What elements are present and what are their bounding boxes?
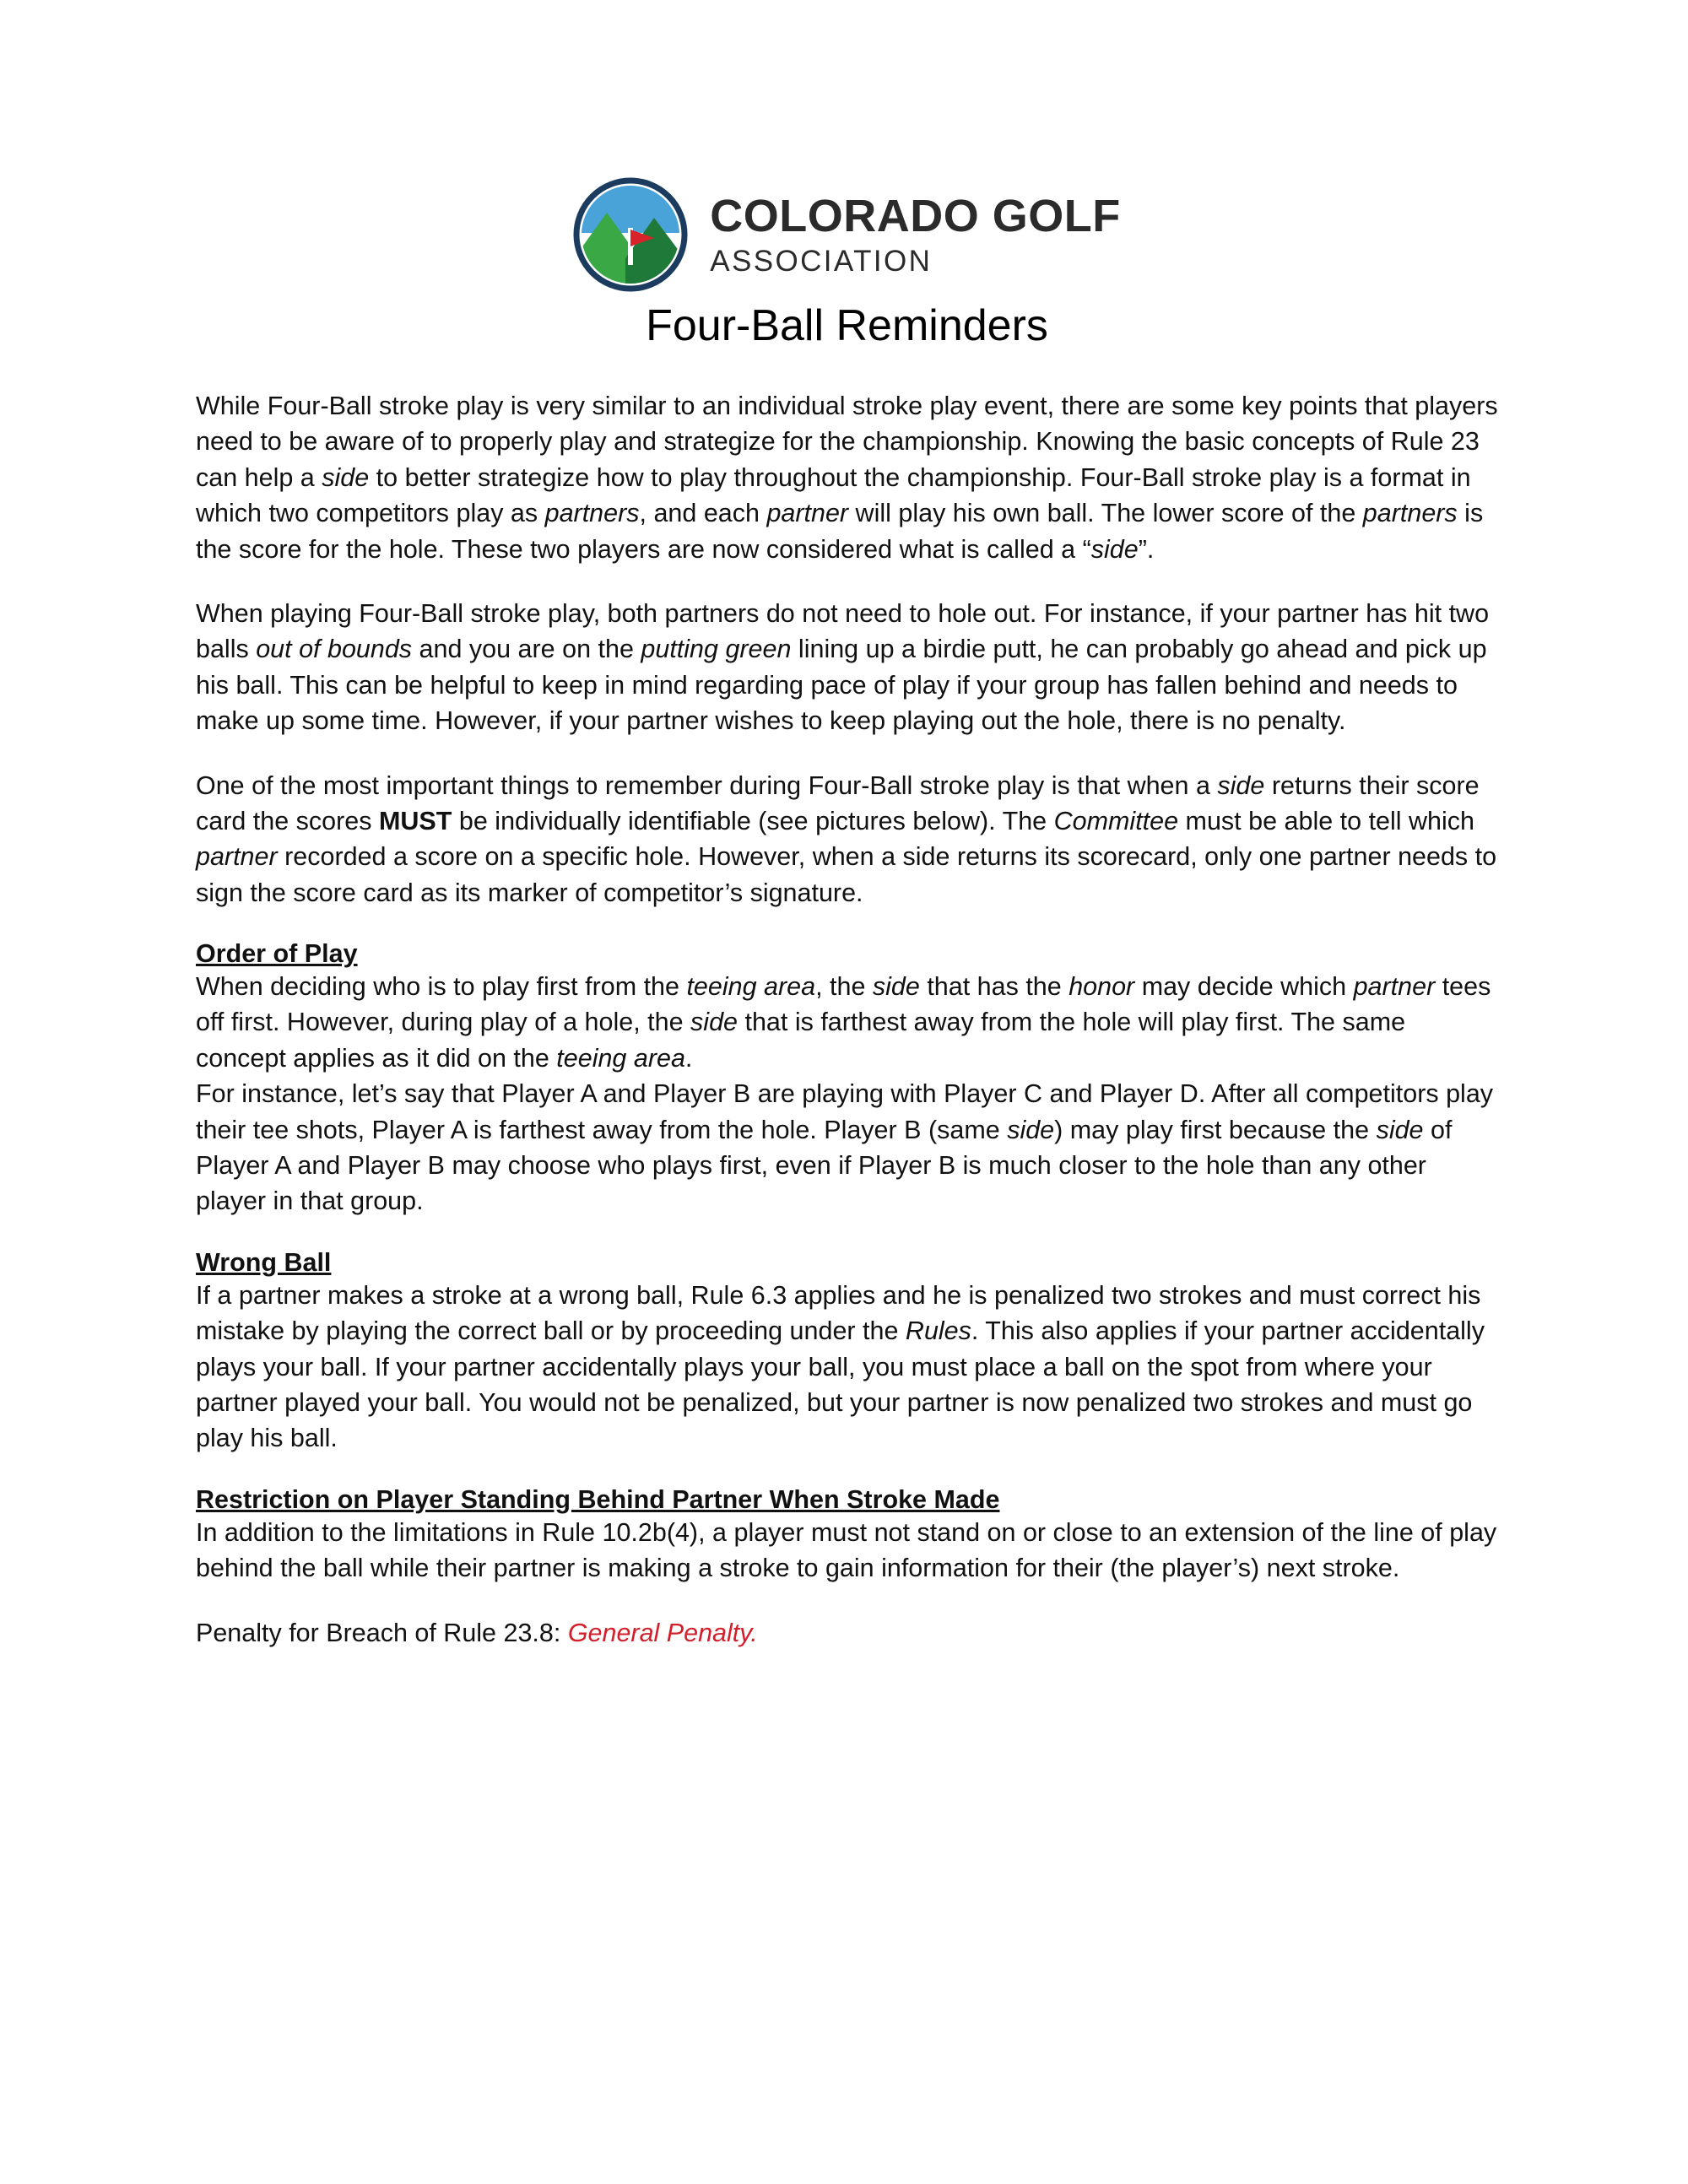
order-of-play-paragraph-1	[196, 969, 1498, 1076]
section-heading-restriction: Restriction on Player Standing Behind Partner When Stroke Made	[196, 1484, 1000, 1514]
text-run: ) may play first because the	[1054, 1115, 1377, 1144]
text-run-italic: side	[1090, 534, 1139, 564]
text-run: . This also applies if your partner accidentally plays your ball. If your partner accidentally plays your ball, you must place a ball on the spot from where your partner played your ball. You would not be penalized, but your partner is now penalized two strokes and must go play his ball.	[196, 1316, 1485, 1453]
text-run-italic: side	[1376, 1115, 1424, 1144]
text-run-italic: partner	[766, 499, 849, 528]
text-run: When deciding who is to play first from the	[196, 972, 687, 1002]
page-title: Four-Ball Reminders	[646, 301, 1048, 350]
hole-out-paragraph	[196, 596, 1498, 739]
text-run-italic: teeing area	[686, 972, 816, 1002]
text-run: to better strategize how to play throughout the championship. Four-Ball stroke play is a format in which two competitors play as	[196, 462, 1471, 528]
cga-logo-wordmark	[710, 193, 1120, 276]
text-run: is the score for the hole. These two players are now considered what is called a “	[196, 499, 1484, 564]
text-run: .	[684, 1043, 693, 1073]
text-run: must be able to tell which	[1178, 806, 1475, 835]
wrong-ball-paragraph	[196, 1278, 1498, 1457]
scorecard-paragraph	[196, 768, 1498, 911]
text-run: recorded a score on a specific hole. However, when a side returns its scorecard, only one partner needs to sign the score card as its marker of competitor’s signature.	[196, 842, 1497, 907]
text-run-italic: out of bounds	[256, 635, 413, 664]
text-run: returns their score card the scores	[196, 770, 1480, 835]
text-run: , the	[815, 972, 873, 1002]
text-run: , and each	[639, 499, 767, 528]
cga-logo-line-1: COLORADO GOLF	[710, 191, 1121, 241]
text-run-italic: partners	[1362, 499, 1458, 528]
text-run-bold: MUST	[379, 806, 452, 835]
text-run: tees off first. However, during play of a hole, the	[196, 972, 1491, 1037]
text-run: In addition to the limitations in Rule 10.2b(4), a player must not stand on or close to an extension of the line of play behind the ball while their partner is making a stroke to gain information for their (the player’s) next stroke.	[196, 1517, 1497, 1583]
penalty-line	[196, 1615, 1498, 1651]
text-run-italic: teeing area	[556, 1043, 685, 1073]
text-run-italic: partner	[196, 842, 278, 872]
text-run: For instance, let’s say that Player A and Player B are playing with Player C and Player D. After all competitors play their tee shots, Player A is farthest away from the hole. Player B (same	[196, 1079, 1494, 1144]
cga-logo-mark-icon	[573, 177, 688, 292]
cga-logo-line-2: ASSOCIATION	[710, 245, 933, 278]
text-run: ”.	[1138, 534, 1155, 564]
text-run: While Four-Ball stroke play is very similar to an individual stroke play event, there are some key points that players need to be aware of to properly play and strategize for the championship. Knowing the basic concepts of Rule 23 can help a	[196, 392, 1498, 492]
section-heading-wrong-ball: Wrong Ball	[196, 1247, 332, 1277]
text-run: lining up a birdie putt, he can probably go ahead and pick up his ball. This can be helpful to keep in mind regarding pace of play if your group has fallen behind and needs to make up some time. However, if your partner wishes to keep playing out the hole, there is no penalty.	[196, 635, 1487, 736]
text-run-italic: side	[872, 972, 920, 1002]
text-run-italic: honor	[1069, 972, 1135, 1002]
text-run-italic: side	[690, 1008, 738, 1037]
text-run: be individually identifiable (see pictures below). The	[452, 806, 1054, 835]
text-run-italic: Rules	[905, 1316, 971, 1346]
restriction-paragraph	[196, 1515, 1498, 1587]
text-run-italic: putting green	[641, 635, 792, 664]
text-run-italic: side	[322, 462, 370, 492]
text-run: One of the most important things to remember during Four-Ball stroke play is that when a	[196, 770, 1218, 800]
cga-logo	[196, 177, 1498, 292]
text-run: of Player A and Player B may choose who plays first, even if Player B is much closer to the hole than any other player in that group.	[196, 1115, 1453, 1216]
intro-paragraph	[196, 388, 1498, 567]
text-run: and you are on the	[412, 635, 641, 664]
text-run: If a partner makes a stroke at a wrong ball, Rule 6.3 applies and he is penalized two strokes and must correct his mistake by playing the correct ball or by proceeding under the	[196, 1280, 1481, 1346]
text-run-italic: Committee	[1053, 806, 1179, 835]
text-run-italic: partners	[544, 499, 640, 528]
order-of-play-paragraph-2	[196, 1076, 1498, 1219]
text-run: that has the	[919, 972, 1069, 1002]
text-run: will play his own ball. The lower score of the	[848, 499, 1363, 528]
penalty-value: General Penalty.	[567, 1618, 758, 1647]
text-run-italic: partner	[1353, 972, 1436, 1002]
text-run: may decide which	[1134, 972, 1354, 1002]
text-run: that is farthest away from the hole will play first. The same concept applies as it did on the	[196, 1008, 1406, 1073]
text-run: When playing Four-Ball stroke play, both partners do not need to hole out. For instance, if your partner has hit two balls	[196, 598, 1490, 664]
text-run-italic: side	[1007, 1115, 1055, 1144]
section-heading-order-of-play: Order of Play	[196, 939, 358, 969]
penalty-label: Penalty for Breach of Rule 23.8:	[196, 1618, 568, 1647]
text-run-italic: side	[1217, 770, 1265, 800]
